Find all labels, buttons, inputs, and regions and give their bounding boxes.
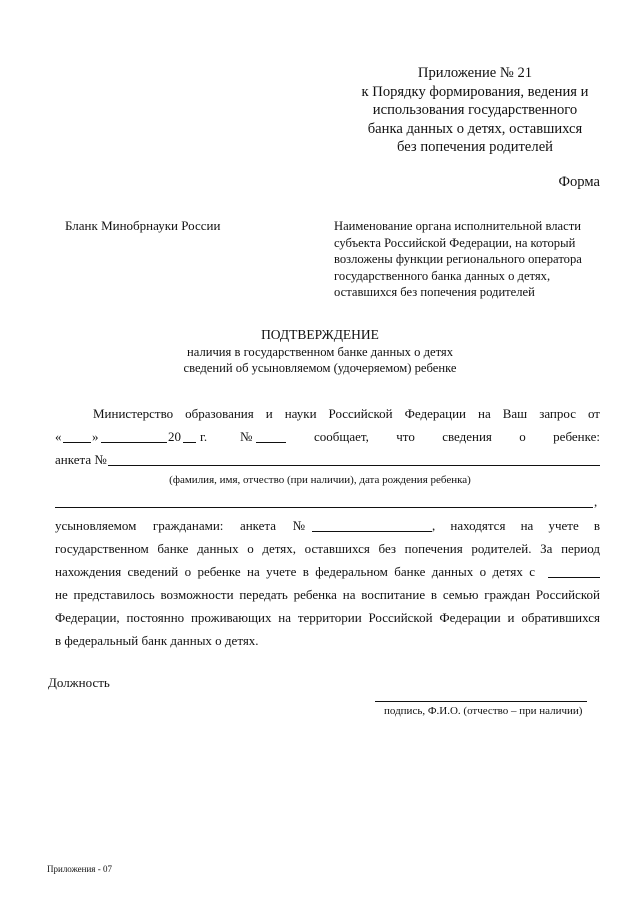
comma: , bbox=[594, 494, 598, 509]
position-label: Должность bbox=[48, 675, 110, 690]
page-footer: Приложения - 07 bbox=[47, 864, 112, 874]
child-info-caption: (фамилия, имя, отчество (при наличии), дата рождения ребенка) bbox=[169, 474, 471, 486]
year-suffix: г. bbox=[200, 429, 208, 444]
quote-open: « bbox=[55, 429, 62, 444]
document-subtitle: наличия в государственном банке данных о детях bbox=[187, 345, 453, 359]
request-number-field[interactable] bbox=[256, 442, 286, 443]
body-line: не представилось возможности передать ребенка на воспитание в семью граждан Российской bbox=[55, 587, 600, 602]
signature-caption: подпись, Ф.И.О. (отчество – при наличии) bbox=[384, 705, 583, 717]
year-prefix: 20 bbox=[168, 429, 181, 444]
body-line: нахождения сведений о ребенке на учете в федеральном банке данных о детях с bbox=[55, 564, 535, 579]
form-label: Форма bbox=[558, 174, 600, 190]
annex-title: Приложение № 21 bbox=[417, 65, 533, 81]
document-subtitle: сведений об усыновляемом (удочеряемом) ребенке bbox=[183, 361, 457, 375]
authority-line: государственного банка данных о детях, bbox=[334, 268, 551, 283]
document-title: ПОДТВЕРЖДЕНИЕ bbox=[261, 327, 379, 342]
request-month-field[interactable] bbox=[101, 442, 167, 443]
authority-line: возложены функции регионального оператора bbox=[334, 252, 582, 266]
authority-name-block bbox=[334, 218, 604, 301]
signature-field[interactable] bbox=[375, 701, 587, 702]
authority-line: Наименование органа исполнительной власти bbox=[334, 219, 581, 233]
body-line: , находятся на учете в bbox=[432, 518, 600, 533]
annex-line: к Порядку формирования, ведения и bbox=[361, 83, 589, 100]
request-day-field[interactable] bbox=[63, 442, 91, 443]
authority-line: оставшихся без попечения родителей bbox=[334, 285, 535, 299]
child-info-field[interactable] bbox=[108, 465, 600, 466]
body-line: Министерство образования и науки Российской Федерации на Ваш запрос от bbox=[93, 406, 600, 421]
body-line: усыновляемом гражданами: анкета № bbox=[55, 518, 305, 533]
child-info-continuation-field[interactable] bbox=[55, 507, 593, 508]
body-line: государственном банке данных о детях, оставшихся без попечения родителей. За период bbox=[55, 541, 600, 556]
authority-line: субъекта Российской Федерации, на который bbox=[334, 235, 576, 250]
annex-line: банка данных о детях, оставшихся bbox=[367, 120, 583, 137]
questionnaire-label: анкета № bbox=[55, 452, 107, 467]
number-sign: № bbox=[240, 429, 253, 444]
annex-header bbox=[330, 64, 620, 157]
annex-line: использования государственного bbox=[372, 102, 578, 119]
period-start-date-field[interactable] bbox=[548, 577, 600, 578]
ministry-blank-label: Бланк Минобрнауки России bbox=[65, 218, 221, 233]
body-line: Федерации, постоянно проживающих на территории Российской Федерации и обратившихся bbox=[55, 610, 600, 625]
body-line: сообщает, что сведения о ребенке: bbox=[314, 429, 600, 444]
adoptive-questionnaire-number-field[interactable] bbox=[312, 531, 432, 532]
request-year-field[interactable] bbox=[183, 442, 196, 443]
quote-close: » bbox=[92, 429, 99, 444]
body-line: в федеральный банк данных о детях. bbox=[55, 633, 259, 648]
annex-line: без попечения родителей bbox=[397, 139, 553, 156]
